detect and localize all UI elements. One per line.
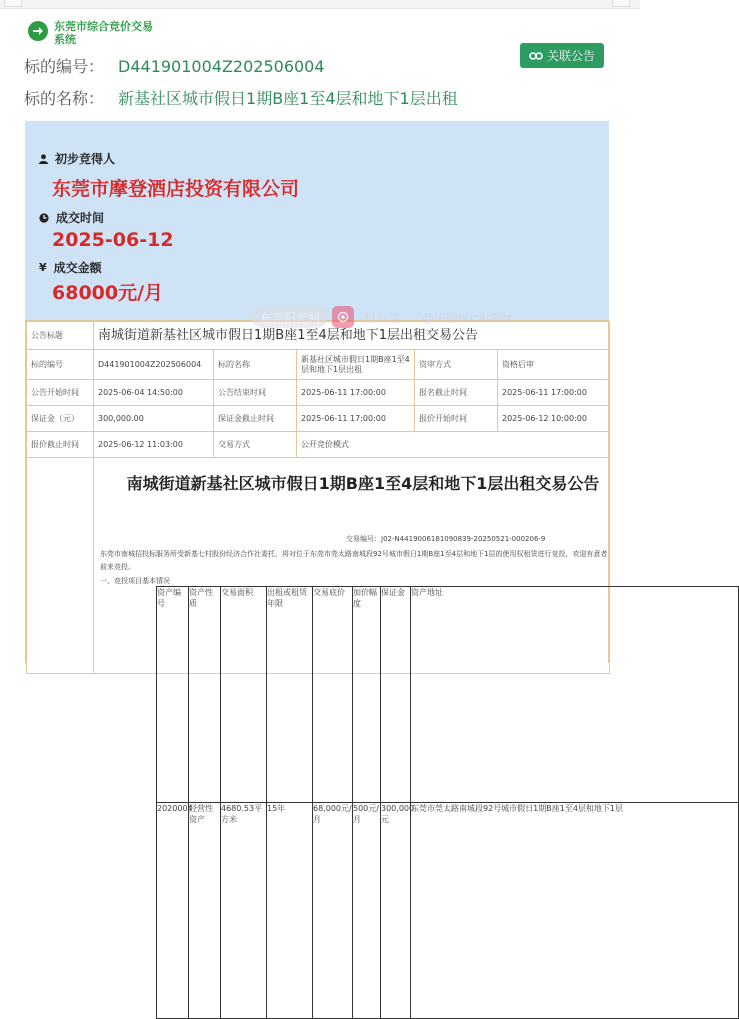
winner-value: 东莞市摩登酒店投资有限公司 (52, 178, 300, 200)
deal-time-label: 成交时间 (56, 211, 105, 225)
winner-label: 初步竞得人 (55, 152, 116, 166)
table-cell: 2020004 (157, 803, 189, 1019)
announcement-document (25, 320, 624, 824)
table-cell: 经营性资产 (189, 803, 221, 1019)
table-cell: 300,000元 (381, 803, 411, 1019)
result-summary-panel (25, 121, 609, 320)
browser-frame (0, 0, 640, 9)
yen-icon: ¥ (39, 261, 47, 274)
site-logo[interactable] (28, 20, 198, 50)
user-icon (39, 154, 48, 164)
watermark-text-2: 机东莞 (364, 310, 401, 325)
table-cell: 资审方式 (415, 350, 498, 380)
table-cell: 保证金 (381, 587, 411, 803)
table-cell: 2025-06-11 17:00:00 (297, 406, 415, 432)
table-cell: 标的名称 (214, 350, 297, 380)
frame-corner-left (4, 0, 22, 7)
table-row (157, 803, 739, 1019)
table-cell: 标的编号 (27, 350, 94, 380)
section-heading: 一、竞投项目基本情况 (100, 577, 170, 585)
deal-amount-value: 68000元/月 (52, 282, 164, 304)
announcement-heading: 南城街道新基社区城市假日1期B座1至4层和地下1层出租交易公告 (126, 474, 600, 493)
table-cell: 4680.53平方米 (221, 803, 267, 1019)
table-row (157, 587, 739, 803)
related-announcement-label: 关联公告 (546, 49, 595, 63)
arrow-right-icon (28, 21, 48, 41)
announcement-body-cell (94, 458, 624, 824)
target-code-line (24, 56, 325, 78)
table-cell: 东莞市莞太路南城段92号城市假日1期B座1至4层和地下1层 (411, 803, 739, 1019)
table-row (27, 380, 610, 406)
table-cell: 2025-06-04 14:50:00 (94, 380, 214, 406)
table-cell: 资产地址 (411, 587, 739, 803)
table-cell: 新基社区城市假日1期B座1至4层和地下1层出租 (297, 350, 415, 380)
target-name-value: 新基社区城市假日1期B座1至4层和地下1层出租 (118, 89, 458, 108)
table-cell: 68,000元/月 (313, 803, 353, 1019)
table-row (27, 406, 610, 432)
table-cell: 公告标题 (27, 322, 94, 350)
table-cell: 公开竞价模式 (297, 432, 610, 458)
table-cell: 报名截止时间 (415, 380, 498, 406)
announcement-info-table (26, 321, 624, 824)
announcement-title-cell: 南城街道新基社区城市假日1期B座1至4层和地下1层出租交易公告 (94, 322, 610, 350)
watermark-text-1: 东莞阳光网 (260, 310, 321, 325)
table-cell: 出租或租赁年限 (267, 587, 313, 803)
clock-icon (39, 213, 49, 223)
announcement-body (94, 458, 624, 824)
target-name-label: 标的名称： (24, 89, 105, 108)
table-cell: 资产编号 (157, 587, 189, 803)
watermark-text-3: @田园ourAdNo (422, 310, 510, 325)
announcement-paragraph: 东莞市南城招投标服务所受新基七村股份经济合作社委托，将对位于东莞市莞太路南城段92号城市假日1期B座1至4层和地下1层的使用权租赁进行竞投，欢迎有意者前来竞投。 (100, 550, 608, 571)
table-cell: 2025-06-11 17:00:00 (297, 380, 415, 406)
table-row (27, 432, 610, 458)
deal-time-heading (39, 209, 104, 226)
target-code-label: 标的编号： (24, 57, 105, 76)
table-cell (27, 458, 94, 674)
table-cell: 交易底价 (313, 587, 353, 803)
table-cell: 300,000.00 (94, 406, 214, 432)
table-cell: 15年 (267, 803, 313, 1019)
target-code-value: D441901004Z202506004 (118, 57, 325, 76)
table-cell: 报价截止时间 (27, 432, 94, 458)
winner-heading (39, 150, 115, 167)
table-cell: 2025-06-11 17:00:00 (498, 380, 610, 406)
table-cell: 报价开始时间 (415, 406, 498, 432)
table-cell: 保证金（元） (27, 406, 94, 432)
table-cell: 资产性质 (189, 587, 221, 803)
deal-time-value: 2025-06-12 (52, 229, 174, 251)
link-icon (529, 51, 543, 61)
table-cell: 资格后审 (498, 350, 610, 380)
table-cell: 公告开始时间 (27, 380, 94, 406)
table-cell: 保证金截止时间 (214, 406, 297, 432)
table-cell: D441901004Z202506004 (94, 350, 214, 380)
table-cell: 加价幅度 (353, 587, 381, 803)
asset-table (156, 586, 739, 1019)
table-cell: 2025-06-12 10:00:00 (498, 406, 610, 432)
table-cell: 交易方式 (214, 432, 297, 458)
table-row (27, 458, 610, 674)
table-cell: 交易面积 (221, 587, 267, 803)
table-row (27, 350, 610, 380)
table-cell: 公告结束时间 (214, 380, 297, 406)
table-cell: 500元/月 (353, 803, 381, 1019)
table-row (27, 322, 610, 350)
related-announcement-button[interactable] (520, 43, 604, 68)
deal-amount-heading (39, 259, 102, 276)
frame-corner-right (612, 0, 630, 7)
logo-text: 东莞市综合竞价交易系统 (54, 20, 153, 46)
deal-amount-label: 成交金额 (53, 261, 102, 275)
table-cell: 2025-06-12 11:03:00 (94, 432, 214, 458)
trade-number: 交易编号：J02-N441900618109083​9-20250521-000206-9 (346, 535, 546, 543)
target-name-line (24, 88, 458, 110)
